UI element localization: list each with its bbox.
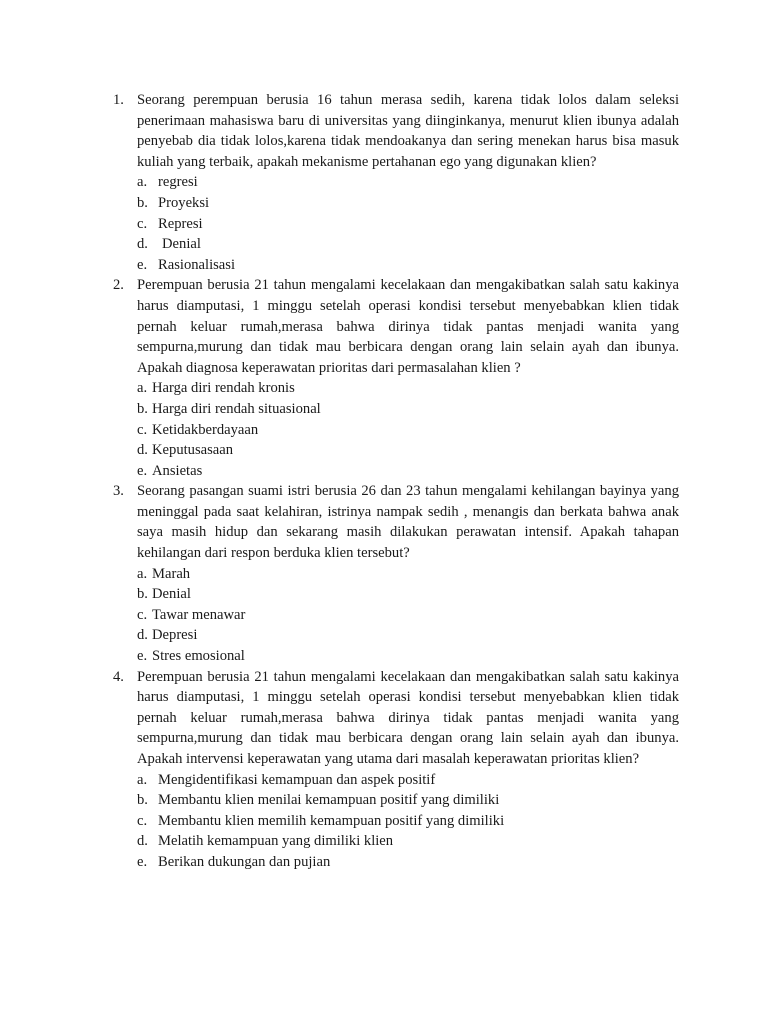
option-c <box>137 420 679 441</box>
option-letter: e. <box>137 853 148 870</box>
option-list <box>137 378 679 481</box>
option-text: Denial <box>162 236 201 253</box>
question-number: 2. <box>113 277 124 294</box>
question-number: 1. <box>113 92 124 108</box>
option-text: Harga diri rendah situasional <box>152 400 321 417</box>
option-a <box>137 770 679 791</box>
option-b <box>137 399 679 420</box>
option-text: Marah <box>152 565 191 582</box>
question-text: Perempuan berusia 21 tahun mengalami kecelakaan dan mengakibatkan salah satu kakinya harus diamputasi, 1 minggu setelah operasi kondisi tersebut menyebabkan klien tidak pernah keluar rumah,merasa bahwa dirinya tidak pantas menjadi wanita yang sempurna,murung dan tidak mau berbicara dengan orang lain selain ayah dan ibunya. Apakah diagnosa keperawatan prioritas dari permasalahan klien ? <box>137 277 679 376</box>
option-c <box>137 811 679 832</box>
question-2 <box>113 275 679 481</box>
option-text: Rasionalisasi <box>158 256 236 273</box>
option-b <box>137 790 679 811</box>
option-letter: a. <box>137 174 148 191</box>
option-letter: c. <box>137 421 148 438</box>
option-c <box>137 605 679 626</box>
option-a <box>137 564 679 585</box>
option-letter: d. <box>137 442 148 459</box>
option-text: regresi <box>158 174 198 191</box>
question-text: Perempuan berusia 21 tahun mengalami kecelakaan dan mengakibatkan salah satu kakinya harus diamputasi, 1 minggu setelah operasi kondisi tersebut menyebabkan klien tidak pernah keluar rumah,merasa bahwa dirinya tidak pantas menjadi wanita yang sempurna,murung dan tidak mau berbicara dengan orang lain selain ayah dan ibunya. Apakah intervensi keperawatan yang utama dari masalah keperawatan prioritas klien? <box>137 668 679 767</box>
option-letter: d. <box>137 236 148 253</box>
option-b <box>137 584 679 605</box>
option-text: Berikan dukungan dan pujian <box>158 853 331 870</box>
question-list <box>113 90 679 873</box>
question-3 <box>113 481 679 666</box>
option-text: Harga diri rendah kronis <box>152 380 295 397</box>
option-d <box>137 440 679 461</box>
option-e <box>137 255 679 276</box>
option-c <box>137 214 679 235</box>
option-e <box>137 852 679 873</box>
option-d <box>137 831 679 852</box>
question-text: Seorang perempuan berusia 16 tahun merasa sedih, karena tidak lolos dalam seleksi penerimaan mahasiswa baru di universitas yang diinginkanya, menurut klien ibunya adalah penyebab dia tidak lolos,karena tidak mendoakanya dan sering menekan harus bisa masuk kuliah yang terbaik, apakah mekanisme pertahanan ego yang digunakan klien? <box>137 92 679 170</box>
question-4 <box>113 667 679 873</box>
option-d <box>137 625 679 646</box>
option-letter: b. <box>137 586 148 603</box>
option-letter: b. <box>137 194 148 211</box>
option-letter: e. <box>137 462 148 479</box>
option-text: Stres emosional <box>152 648 245 665</box>
question-text: Seorang pasangan suami istri berusia 26 dan 23 tahun mengalami kehilangan bayinya yang meninggal pada saat kelahiran, istrinya nampak sedih , menangis dan berkata bahwa anak saya masih hidup dan sekarang masih dilakukan perawatan intensif. Apakah tahapan kehilangan dari respon berduka klien tersebut? <box>137 483 679 562</box>
option-text: Tawar menawar <box>152 606 246 623</box>
option-letter: b. <box>137 400 148 417</box>
option-text: Proyeksi <box>158 194 210 211</box>
option-d <box>137 234 679 255</box>
question-number: 3. <box>113 483 124 500</box>
question-number: 4. <box>113 668 124 685</box>
option-text: Keputusasaan <box>152 442 234 459</box>
option-text: Denial <box>152 586 191 603</box>
option-e <box>137 646 679 667</box>
option-e <box>137 461 679 482</box>
option-letter: e. <box>137 648 148 665</box>
option-letter: a. <box>137 565 148 582</box>
option-text: Membantu klien menilai kemampuan positif yang dimiliki <box>158 792 500 809</box>
option-letter: b. <box>137 792 148 809</box>
option-b <box>137 193 679 214</box>
option-letter: c. <box>137 606 148 623</box>
option-text: Mengidentifikasi kemampuan dan aspek positif <box>158 771 436 788</box>
option-letter: e. <box>137 256 148 273</box>
option-letter: d. <box>137 627 148 644</box>
option-letter: a. <box>137 771 148 788</box>
option-text: Ansietas <box>152 462 203 479</box>
option-a <box>137 172 679 193</box>
option-letter: c. <box>137 812 148 829</box>
option-text: Depresi <box>152 627 198 644</box>
option-letter: c. <box>137 215 148 232</box>
option-list <box>137 172 679 275</box>
option-text: Ketidakberdayaan <box>152 421 259 438</box>
option-list <box>137 770 679 873</box>
option-text: Melatih kemampuan yang dimiliki klien <box>158 833 394 850</box>
option-text: Represi <box>158 215 203 232</box>
option-a <box>137 378 679 399</box>
option-letter: d. <box>137 833 148 850</box>
option-text: Membantu klien memilih kemampuan positif yang dimiliki <box>158 812 505 829</box>
option-letter: a. <box>137 380 148 397</box>
option-list <box>137 564 679 667</box>
question-1 <box>113 90 679 275</box>
